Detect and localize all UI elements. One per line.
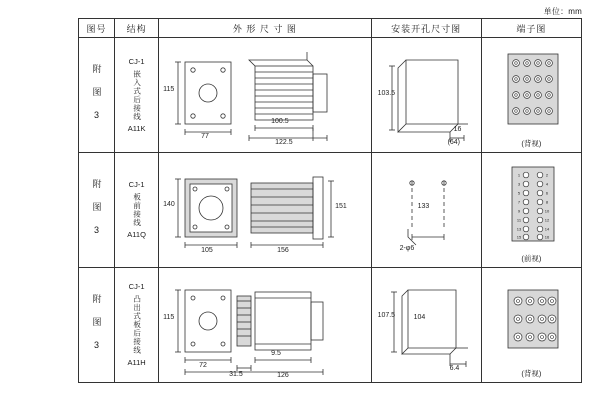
structure-model-3: CJ-1	[128, 282, 145, 292]
header-outline: 外 形 尺 寸 图	[159, 19, 371, 38]
mounting-drawing-3	[372, 268, 481, 382]
mounting-cell-2	[371, 153, 481, 268]
mounting-dim-1-1: 16	[453, 126, 462, 133]
outline-dim-3-1: 72	[199, 362, 207, 369]
outline-dim-3-3: 9.5	[271, 350, 281, 357]
mounting-dim-3-1: 104	[413, 314, 426, 321]
terminal-cell-2	[481, 153, 581, 268]
svg-text:7: 7	[517, 199, 520, 205]
spec-table	[78, 18, 582, 383]
fig-no-label-1: 附 图 3	[91, 63, 102, 122]
svg-text:8: 8	[545, 199, 548, 205]
fig-no-label-2: 附 图 3	[91, 178, 102, 237]
terminal-note-3: (背视)	[521, 369, 542, 378]
outline-cell-2	[159, 153, 371, 268]
structure-cell-3	[115, 268, 159, 383]
mounting-dim-2-1: 2-φ6	[399, 245, 415, 252]
terminal-drawing-1	[482, 38, 581, 152]
outline-dim-2-1: 105	[201, 247, 213, 254]
header-mounting: 安装开孔尺寸图	[371, 19, 481, 38]
outline-dim-3-4: 126	[277, 372, 289, 379]
svg-text:2: 2	[545, 172, 548, 178]
structure-type-3: 凸出式板后接线	[132, 295, 142, 355]
header-terminal: 端子图	[481, 19, 581, 38]
outline-dim-1-3: 122.5	[275, 139, 293, 146]
terminal-cell-1	[481, 38, 581, 153]
table-row	[79, 153, 582, 268]
mounting-drawing-1	[372, 38, 481, 152]
table-row	[79, 38, 582, 153]
structure-model-1: CJ-1	[128, 56, 145, 66]
outline-dim-2-3: 151	[335, 203, 347, 210]
outline-dim-3-0: 115	[163, 314, 175, 321]
outline-dim-1-1: 77	[201, 133, 209, 140]
structure-type-2: 板前接线	[132, 193, 142, 227]
mounting-dim-2-0: 133	[417, 203, 430, 210]
mounting-dim-3-0: 107.5	[377, 312, 396, 319]
header-structure: 结构	[115, 19, 159, 38]
svg-text:16: 16	[544, 234, 550, 240]
svg-text:15: 15	[516, 234, 522, 240]
structure-type-1: 嵌入式后接线	[132, 69, 142, 121]
header-fig-no: 图号	[79, 19, 115, 38]
outline-dim-1-2: 100.5	[271, 118, 289, 125]
svg-text:10: 10	[544, 208, 550, 214]
outline-dim-1-0: 115	[163, 86, 175, 93]
mounting-drawing-2	[372, 153, 481, 267]
outline-drawing-1	[159, 38, 370, 152]
terminal-cell-3	[481, 268, 581, 383]
structure-code-3: A11H	[127, 357, 146, 367]
mounting-cell-1	[371, 38, 481, 153]
mounting-cell-3	[371, 268, 481, 383]
svg-text:4: 4	[545, 181, 548, 187]
table-row	[79, 268, 582, 383]
svg-text:14: 14	[544, 226, 550, 232]
fig-no-cell-3	[79, 268, 115, 383]
outline-cell-1	[159, 38, 371, 153]
mounting-dim-1-0: 103.5	[377, 90, 396, 97]
outline-dim-2-2: 156	[277, 247, 289, 254]
outline-dim-3-2: 31.5	[229, 371, 243, 378]
fig-no-label-3: 附 图 3	[91, 293, 102, 352]
structure-code-1: A11K	[127, 123, 146, 133]
outline-cell-3	[159, 268, 371, 383]
svg-text:3: 3	[517, 181, 520, 187]
svg-text:13: 13	[516, 226, 522, 232]
svg-text:12: 12	[544, 217, 550, 223]
mounting-dim-1-2: (64)	[447, 139, 461, 146]
svg-text:5: 5	[517, 190, 520, 196]
terminal-drawing-3	[482, 268, 581, 382]
terminal-note-2: (前视)	[521, 254, 542, 263]
fig-no-cell-1	[79, 38, 115, 153]
svg-text:11: 11	[516, 217, 521, 223]
unit-note: 单位：mm	[543, 7, 582, 16]
structure-cell-1	[115, 38, 159, 153]
fig-no-cell-2	[79, 153, 115, 268]
table-header-row	[79, 19, 582, 38]
svg-text:9: 9	[517, 208, 520, 214]
outline-dim-2-0: 140	[163, 201, 175, 208]
mounting-dim-3-2: 6.4	[449, 365, 460, 372]
svg-text:1: 1	[517, 172, 520, 178]
structure-code-2: A11Q	[127, 230, 146, 239]
structure-cell-2	[115, 153, 159, 268]
outline-drawing-2	[159, 153, 370, 267]
terminal-drawing-2	[482, 153, 581, 267]
terminal-note-1: (背视)	[521, 139, 542, 148]
outline-drawing-3	[159, 268, 370, 382]
svg-text:6: 6	[545, 190, 548, 196]
structure-model-2: CJ-1	[128, 180, 145, 189]
